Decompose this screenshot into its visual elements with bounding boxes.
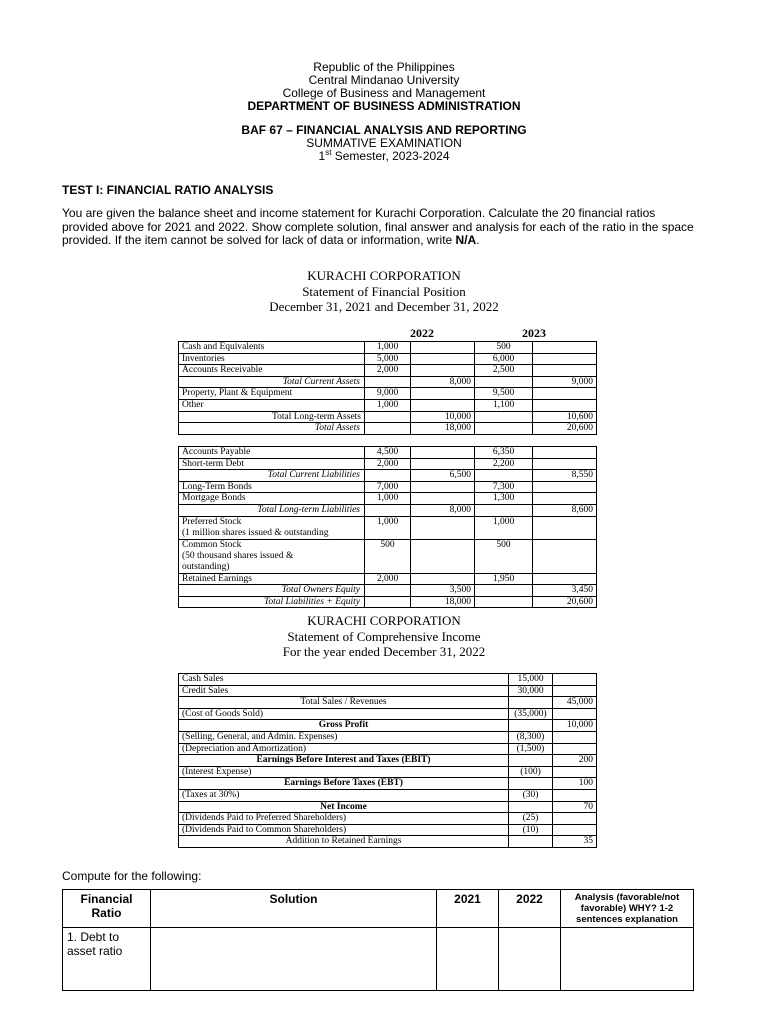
position-statement: Statement of Financial Position <box>302 283 466 299</box>
asset-value-b: 9,500 <box>475 388 533 400</box>
ratio-name: 1. Debt to asset ratio <box>63 928 151 991</box>
assets-table <box>178 341 597 435</box>
asset-row <box>179 423 597 435</box>
liability-row <box>179 447 597 459</box>
liability-value-b <box>475 504 533 516</box>
income-label: (Depreciation and Amortization) <box>179 743 509 755</box>
liability-label: Total Long-term Liabilities <box>179 504 365 516</box>
position-company: KURACHI CORPORATION <box>307 268 461 283</box>
income-label: (Selling, General, and Admin. Expenses) <box>179 731 509 743</box>
income-total <box>553 743 597 755</box>
liability-value-b: 1,000 <box>475 516 533 539</box>
position-date: December 31, 2021 and December 31, 2022 <box>269 299 499 314</box>
header-financial-ratio: Financial Ratio <box>63 890 151 928</box>
liability-value-b: 6,350 <box>475 447 533 459</box>
income-label: Gross Profit <box>179 720 509 732</box>
income-total: 200 <box>553 755 597 767</box>
income-row <box>179 697 597 709</box>
header-solution: Solution <box>151 890 437 928</box>
liability-value-b <box>475 585 533 597</box>
asset-label: Other <box>179 399 365 411</box>
income-value <box>509 801 553 813</box>
income-total <box>553 813 597 825</box>
liability-row <box>179 458 597 470</box>
liability-value-a: 2,000 <box>365 573 411 585</box>
value-2022[interactable] <box>499 928 561 991</box>
liability-total-b <box>533 516 597 539</box>
ratio-row <box>63 928 694 991</box>
liability-total-b: 8,600 <box>533 504 597 516</box>
asset-value-b <box>475 376 533 388</box>
asset-row <box>179 353 597 365</box>
asset-value-a: 9,000 <box>365 388 411 400</box>
income-total <box>553 685 597 697</box>
asset-total-a: 8,000 <box>411 376 475 388</box>
income-total <box>553 674 597 686</box>
liability-total-a: 8,000 <box>411 504 475 516</box>
income-value: (25) <box>509 813 553 825</box>
income-label: (Cost of Goods Sold) <box>179 708 509 720</box>
header-college: College of Business and Management <box>282 86 486 100</box>
liability-row <box>179 596 597 608</box>
income-total <box>553 731 597 743</box>
document-header <box>0 61 768 113</box>
asset-total-a <box>411 399 475 411</box>
liability-label: Short-term Debt <box>179 458 365 470</box>
asset-label: Cash and Equivalents <box>179 342 365 354</box>
asset-total-a <box>411 353 475 365</box>
asset-total-b <box>533 388 597 400</box>
header-2022: 2022 <box>499 890 561 928</box>
income-row <box>179 766 597 778</box>
liability-label: Retained Earnings <box>179 573 365 585</box>
liability-total-b: 3,450 <box>533 585 597 597</box>
liability-total-a <box>411 458 475 470</box>
liability-row <box>179 481 597 493</box>
income-total <box>553 824 597 836</box>
income-value <box>509 697 553 709</box>
course-header <box>0 124 768 163</box>
liability-total-b <box>533 539 597 573</box>
asset-label: Accounts Receivable <box>179 365 365 377</box>
income-label: Credit Sales <box>179 685 509 697</box>
liability-row <box>179 516 597 539</box>
asset-total-b <box>533 365 597 377</box>
asset-total-b: 20,600 <box>533 423 597 435</box>
exam-title: SUMMATIVE EXAMINATION <box>306 136 462 150</box>
asset-total-b <box>533 342 597 354</box>
compute-label: Compute for the following: <box>62 869 202 883</box>
income-row <box>179 674 597 686</box>
liability-value-a <box>365 504 411 516</box>
asset-value-b: 2,500 <box>475 365 533 377</box>
liability-label-line: (1 million shares issued & outstanding <box>182 527 329 538</box>
income-total: 45,000 <box>553 697 597 709</box>
liability-label-line: Common Stock <box>182 539 242 550</box>
asset-value-b <box>475 423 533 435</box>
income-row <box>179 708 597 720</box>
asset-value-b: 6,000 <box>475 353 533 365</box>
asset-value-a <box>365 376 411 388</box>
liability-value-a <box>365 585 411 597</box>
income-label: Total Sales / Revenues <box>179 697 509 709</box>
income-row <box>179 778 597 790</box>
semester-line: 1st Semester, 2023-2024 <box>318 148 450 163</box>
income-row <box>179 731 597 743</box>
year-column-b: 2023 <box>522 326 546 340</box>
position-heading <box>0 268 768 315</box>
liability-label-line: outstanding) <box>182 561 230 572</box>
asset-row <box>179 399 597 411</box>
liability-label: Accounts Payable <box>179 447 365 459</box>
asset-total-b: 9,000 <box>533 376 597 388</box>
liability-total-a: 18,000 <box>411 596 475 608</box>
liability-total-b <box>533 458 597 470</box>
income-heading <box>0 613 768 660</box>
liability-row <box>179 470 597 482</box>
income-total <box>553 789 597 801</box>
liability-value-b <box>475 596 533 608</box>
income-row <box>179 743 597 755</box>
liability-label: Total Current Liabilities <box>179 470 365 482</box>
liability-value-a: 500 <box>365 539 411 573</box>
income-value: 30,000 <box>509 685 553 697</box>
liability-total-a: 6,500 <box>411 470 475 482</box>
asset-value-b: 500 <box>475 342 533 354</box>
income-company: KURACHI CORPORATION <box>307 613 461 628</box>
liability-value-b: 1,300 <box>475 493 533 505</box>
course-title: BAF 67 – FINANCIAL ANALYSIS AND REPORTING <box>241 123 527 137</box>
solution-cell[interactable] <box>151 928 437 991</box>
asset-value-a <box>365 423 411 435</box>
asset-label: Inventories <box>179 353 365 365</box>
income-total: 10,000 <box>553 720 597 732</box>
header-republic: Republic of the Philippines <box>313 60 455 74</box>
asset-row <box>179 376 597 388</box>
income-label: Net Income <box>179 801 509 813</box>
asset-label: Total Long-term Assets <box>179 411 365 423</box>
income-label: (Dividends Paid to Preferred Shareholders) <box>179 813 509 825</box>
income-value: (35,000) <box>509 708 553 720</box>
liability-value-b: 500 <box>475 539 533 573</box>
header-2021: 2021 <box>437 890 499 928</box>
asset-label: Property, Plant & Equipment <box>179 388 365 400</box>
liability-value-a: 4,500 <box>365 447 411 459</box>
test-instructions: You are given the balance sheet and income statement for Kurachi Corporation. Calculate the 20 financial ratios provided above for 2021 and 2022. Show complete solution, final answer and analysis for each of the ratio in the space provided. If the item cannot be solved for lack of data or information, write N/A. <box>62 206 694 247</box>
asset-total-b: 10,600 <box>533 411 597 423</box>
asset-total-a <box>411 388 475 400</box>
liability-value-a <box>365 596 411 608</box>
income-label: Earnings Before Interest and Taxes (EBIT) <box>179 755 509 767</box>
asset-row <box>179 411 597 423</box>
liability-total-b <box>533 447 597 459</box>
income-value: (100) <box>509 766 553 778</box>
asset-label: Total Current Assets <box>179 376 365 388</box>
income-total: 35 <box>553 836 597 848</box>
liability-total-b: 20,600 <box>533 596 597 608</box>
liability-row <box>179 504 597 516</box>
liability-value-a: 7,000 <box>365 481 411 493</box>
liability-total-a: 3,500 <box>411 585 475 597</box>
liability-label <box>179 516 365 539</box>
asset-row <box>179 342 597 354</box>
income-value <box>509 755 553 767</box>
liability-row <box>179 493 597 505</box>
income-row <box>179 801 597 813</box>
income-row <box>179 824 597 836</box>
asset-total-a <box>411 365 475 377</box>
liability-total-b <box>533 481 597 493</box>
liability-value-a: 1,000 <box>365 516 411 539</box>
asset-value-b <box>475 411 533 423</box>
income-row <box>179 755 597 767</box>
liability-value-a <box>365 470 411 482</box>
asset-value-a: 1,000 <box>365 399 411 411</box>
liability-value-b: 2,200 <box>475 458 533 470</box>
income-statement: Statement of Comprehensive Income <box>287 628 481 644</box>
income-row <box>179 813 597 825</box>
income-value <box>509 836 553 848</box>
income-total: 70 <box>553 801 597 813</box>
liability-label: Total Liabilities + Equity <box>179 596 365 608</box>
header-university: Central Mindanao University <box>308 73 460 87</box>
asset-total-a: 18,000 <box>411 423 475 435</box>
asset-row <box>179 365 597 377</box>
liability-row <box>179 573 597 585</box>
liability-total-a <box>411 539 475 573</box>
income-date: For the year ended December 31, 2022 <box>282 644 486 659</box>
liability-label <box>179 539 365 573</box>
liabilities-table <box>178 446 597 608</box>
income-label: (Interest Expense) <box>179 766 509 778</box>
ratio-table <box>62 889 694 991</box>
header-analysis: Analysis (favorable/not favorable) WHY? 1-2 sentences explanation <box>561 890 694 928</box>
liability-row <box>179 585 597 597</box>
asset-total-b <box>533 353 597 365</box>
asset-value-a <box>365 411 411 423</box>
liability-row <box>179 539 597 573</box>
income-value <box>509 720 553 732</box>
liability-value-b: 1,950 <box>475 573 533 585</box>
income-row <box>179 836 597 848</box>
asset-value-a: 1,000 <box>365 342 411 354</box>
liability-total-b: 8,550 <box>533 470 597 482</box>
asset-total-a: 10,000 <box>411 411 475 423</box>
liability-label: Total Owners Equity <box>179 585 365 597</box>
liability-label-line: Preferred Stock <box>182 516 242 527</box>
liability-total-a <box>411 516 475 539</box>
asset-total-b <box>533 399 597 411</box>
liability-value-a: 2,000 <box>365 458 411 470</box>
analysis-cell[interactable] <box>561 928 694 991</box>
liability-total-a <box>411 481 475 493</box>
income-label: (Taxes at 30%) <box>179 789 509 801</box>
income-value: 15,000 <box>509 674 553 686</box>
income-label: Earnings Before Taxes (EBT) <box>179 778 509 790</box>
income-total: 100 <box>553 778 597 790</box>
income-row <box>179 685 597 697</box>
income-value: (8,300) <box>509 731 553 743</box>
liability-value-a: 1,000 <box>365 493 411 505</box>
liability-total-a <box>411 573 475 585</box>
income-value: (10) <box>509 824 553 836</box>
year-column-a: 2022 <box>410 326 434 340</box>
income-row <box>179 720 597 732</box>
test-title: TEST I: FINANCIAL RATIO ANALYSIS <box>62 183 274 197</box>
income-row <box>179 789 597 801</box>
value-2021[interactable] <box>437 928 499 991</box>
liability-label: Long-Term Bonds <box>179 481 365 493</box>
income-value: (30) <box>509 789 553 801</box>
liability-total-b <box>533 493 597 505</box>
asset-row <box>179 388 597 400</box>
income-label: Addition to Retained Earnings <box>179 836 509 848</box>
asset-value-b: 1,100 <box>475 399 533 411</box>
asset-value-a: 5,000 <box>365 353 411 365</box>
income-label: Cash Sales <box>179 674 509 686</box>
liability-total-a <box>411 493 475 505</box>
header-department: DEPARTMENT OF BUSINESS ADMINISTRATION <box>247 99 521 113</box>
income-label: (Dividends Paid to Common Shareholders) <box>179 824 509 836</box>
asset-total-a <box>411 342 475 354</box>
liability-label: Mortgage Bonds <box>179 493 365 505</box>
income-table <box>178 673 597 848</box>
liability-total-b <box>533 573 597 585</box>
liability-value-b: 7,300 <box>475 481 533 493</box>
income-total <box>553 766 597 778</box>
asset-label: Total Assets <box>179 423 365 435</box>
income-total <box>553 708 597 720</box>
income-value <box>509 778 553 790</box>
asset-value-a: 2,000 <box>365 365 411 377</box>
liability-total-a <box>411 447 475 459</box>
liability-label-line: (50 thousand shares issued & <box>182 550 294 561</box>
income-value: (1,500) <box>509 743 553 755</box>
liability-value-b <box>475 470 533 482</box>
